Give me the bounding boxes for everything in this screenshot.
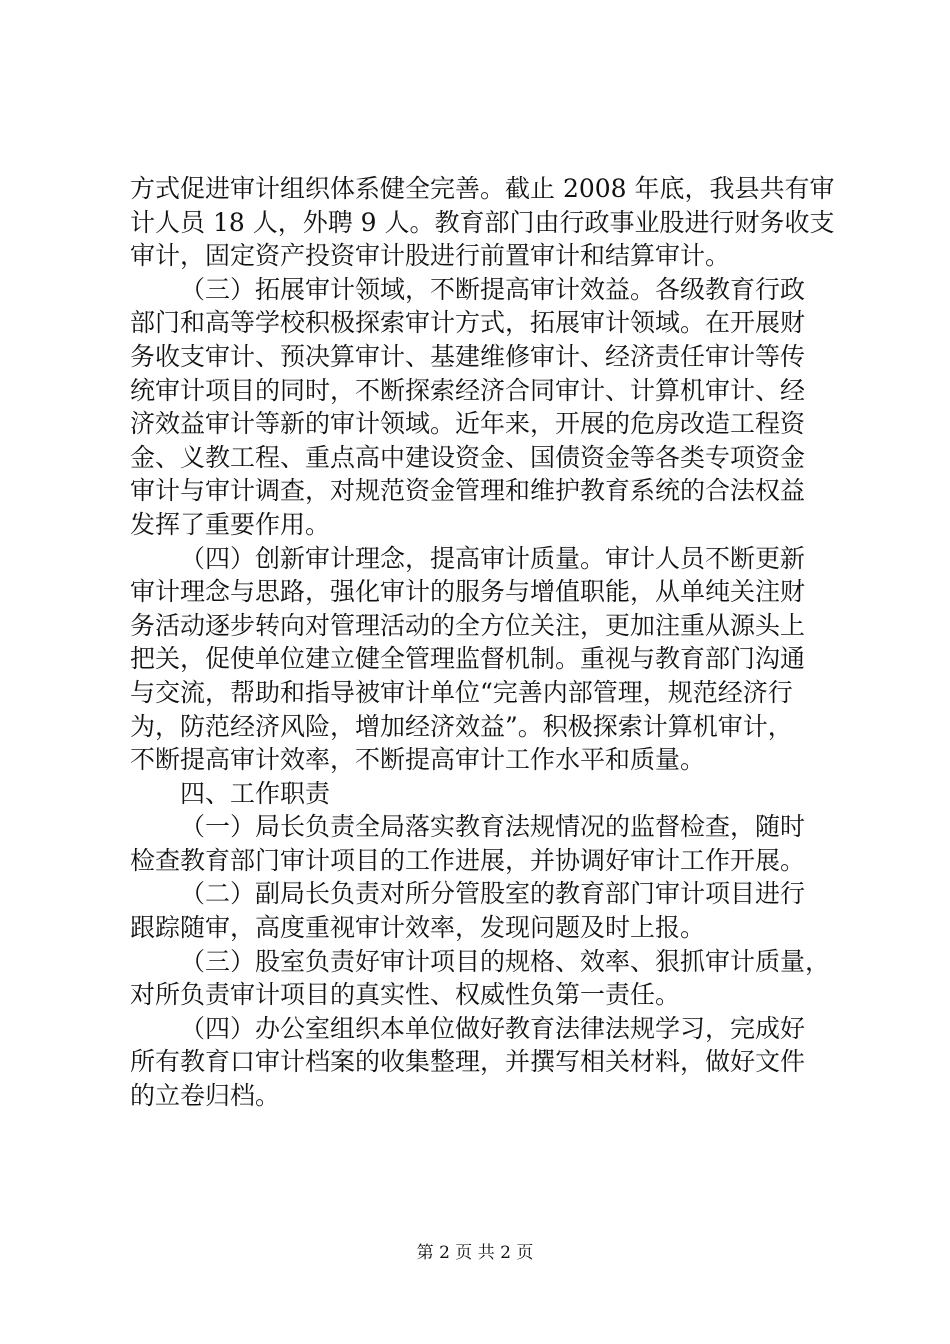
text-line: 检查教育部门审计项目的工作进展，并协调好审计工作开展。 xyxy=(130,845,806,875)
text-line: 部门和高等学校积极探索审计方式，拓展审计领域。在开展财 xyxy=(130,308,806,338)
paragraph-heading-line: （四）创新审计理念，提高审计质量。审计人员不断更新 xyxy=(180,543,806,573)
text-line: 的立卷归档。 xyxy=(130,1081,281,1111)
section-heading: 四、工作职责 xyxy=(180,778,331,808)
text-line: 济效益审计等新的审计领域。近年来，开展的危房改造工程资 xyxy=(130,409,806,439)
text-line: 所有教育口审计档案的收集整理，并撰写相关材料，做好文件 xyxy=(130,1047,806,1077)
text-line: 审计与审计调查，对规范资金管理和维护教育系统的合法权益 xyxy=(130,476,806,506)
paragraph-heading-line: （二）副局长负责对所分管股室的教育部门审计项目进行 xyxy=(180,879,806,909)
paragraph-heading-line: （三）拓展审计领域，不断提高审计效益。各级教育行政 xyxy=(180,274,806,304)
text-line: 把关，促使单位建立健全管理监督机制。重视与教育部门沟通 xyxy=(130,644,806,674)
page-number-footer: 第 2 页 共 2 页 xyxy=(416,1243,534,1263)
text-line: 发挥了重要作用。 xyxy=(130,509,331,539)
document-body xyxy=(130,172,836,1113)
text-line: 审计理念与思路，强化审计的服务与增值职能，从单纯关注财 xyxy=(130,577,806,607)
text-line: 务活动逐步转向对管理活动的全方位关注，更加注重从源头上 xyxy=(130,610,806,640)
text-line: 金、义教工程、重点高中建设资金、国债资金等各类专项资金 xyxy=(130,442,806,472)
paragraph-heading-line: （三）股室负责好审计项目的规格、效率、狠抓审计质量， xyxy=(180,946,831,976)
text-line: 方式促进审计组织体系健全完善。截止 2008 年底，我县共有审 xyxy=(130,174,835,203)
text-line: 务收支审计、预决算审计、基建维修审计、经济责任审计等传 xyxy=(130,341,806,371)
paragraph-heading-line: （一）局长负责全局落实教育法规情况的监督检查，随时 xyxy=(180,812,806,842)
text-line: 跟踪随审，高度重视审计效率，发现问题及时上报。 xyxy=(130,913,706,943)
text-line: 审计，固定资产投资审计股进行前置审计和结算审计。 xyxy=(130,241,731,271)
text-line: 与交流，帮助和指导被审计单位“完善内部管理，规范经济行 xyxy=(130,677,793,707)
text-line: 统审计项目的同时，不断探索经济合同审计、计算机审计、经 xyxy=(130,375,806,405)
paragraph-heading-line: （四）办公室组织本单位做好教育法律法规学习，完成好 xyxy=(180,1013,806,1043)
text-line: 计人员 18 人，外聘 9 人。教育部门由行政事业股进行财务收支 xyxy=(130,207,835,237)
text-line: 为，防范经济风险，增加经济效益”。积极探索计算机审计， xyxy=(130,711,793,741)
text-line: 对所负责审计项目的真实性、权威性负第一责任。 xyxy=(130,980,681,1010)
text-line: 不断提高审计效率，不断提高审计工作水平和质量。 xyxy=(130,745,706,775)
